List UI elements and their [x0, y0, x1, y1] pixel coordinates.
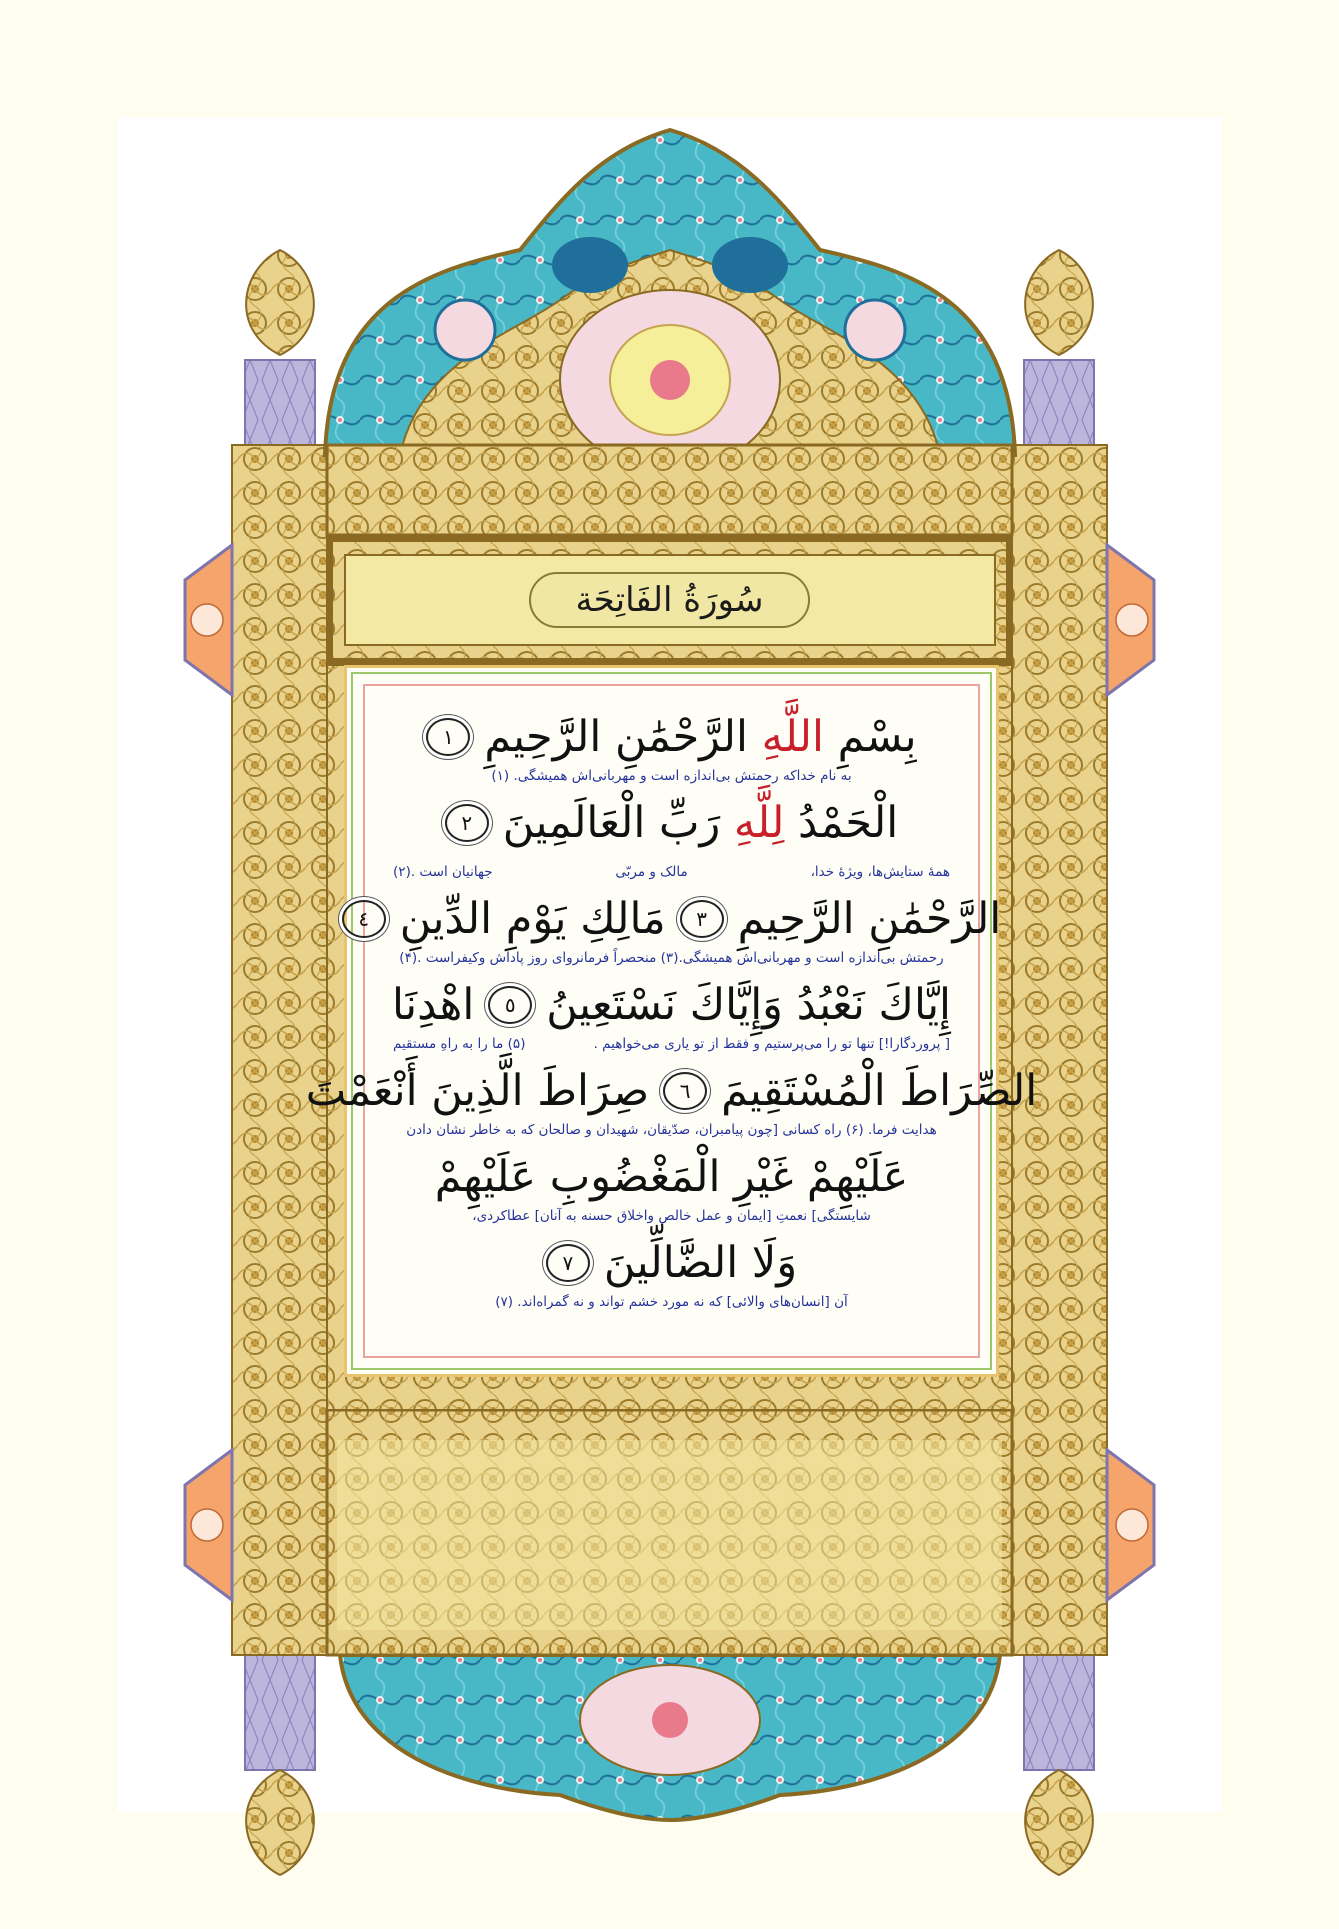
verse-2-allah: لِلَّهِ [733, 798, 785, 848]
verse-1-translation: به نام خداکه رحمتش بی‌اندازه است و مهربانی‌اش همیشگی. (۱) [491, 768, 852, 784]
verse-1-arabic [484, 708, 916, 766]
verse-2 [375, 794, 968, 852]
top-band [327, 445, 1012, 535]
verse-3-4 [358, 890, 1002, 948]
verse-7-end [375, 1234, 968, 1292]
verse-2-rest: رَبِّ الْعَالَمِينَ [502, 798, 721, 848]
ayah-marker-7: ٧ [546, 1244, 590, 1282]
verse-6-arabic: الصِّرَاطَ الْمُسْتَقِيمَ [721, 1066, 1038, 1116]
verse-1-rest: الرَّحْمَٰنِ الرَّحِيمِ [484, 712, 748, 762]
verse-5-arabic: إِيَّاكَ نَعْبُدُ وَإِيَّاكَ نَسْتَعِينُ [546, 980, 951, 1030]
verse-5 [375, 976, 968, 1034]
verse-2-translation-part: همهٔ ستایش‌ها، ویژهٔ خدا، [810, 864, 950, 880]
verse-4-arabic: مَالِكِ يَوْمِ الدِّينِ [399, 894, 666, 944]
verse-5-translation [375, 1034, 968, 1054]
verse-7-middle-arabic: عَلَيْهِمْ غَيْرِ الْمَغْضُوبِ عَلَيْهِمْ [434, 1152, 909, 1202]
surah-title-band [337, 550, 1002, 650]
verse-2-translation-part: مالک و مربّی [615, 864, 688, 880]
verse-2-arabic [503, 794, 898, 852]
ayah-marker-2: ٢ [445, 804, 489, 842]
ayah-marker-4: ٤ [342, 900, 386, 938]
verse-7-start-arabic: صِرَاطَ الَّذِينَ أَنْعَمْتَ [305, 1066, 650, 1116]
verse-7-end-arabic: وَلَا الضَّالِّينَ [603, 1238, 798, 1288]
verse-2-translation-part: جهانیان است .(۲) [393, 864, 493, 880]
verse-5-translation-part: (۵) ما را به راهِ مستقیم [393, 1036, 526, 1052]
verse-6 [305, 1062, 1038, 1120]
verse-7-middle [375, 1148, 968, 1206]
verse-6-translation: هدایت فرما. (۶) راه کسانی [چون پیامبران، صدّیقان، شهیدان و صالحان که به خاطر نشان دادن [406, 1122, 937, 1138]
verse-7-middle-translation: شایستگی] نعمتِ [ایمان و عمل خالص واخلاق حسنه به آنان] عطاکردی، [472, 1208, 871, 1224]
verse-5-translation-part: [ پروردگارا!] تنها تو را می‌پرستیم و فقط از تو یاری می‌خواهیم . [593, 1036, 950, 1052]
ayah-marker-3: ٣ [680, 900, 724, 938]
verse-3-arabic: الرَّحْمَٰنِ الرَّحِيمِ [737, 894, 1002, 944]
verse-1 [375, 708, 968, 766]
ayah-marker-1: ١ [426, 718, 470, 756]
verse-2-translation [375, 862, 968, 882]
text-panel [305, 665, 1038, 1377]
ayah-marker-5: ٥ [488, 986, 532, 1024]
verse-7-translation: آن [انسان‌های والائی] که نه مورد خشم تواند و نه گمراه‌اند. (۷) [495, 1294, 848, 1310]
verse-1-word: بِسْمِ [837, 712, 917, 762]
text-inner [305, 684, 1038, 1358]
verse-2-word: الْحَمْدُ [797, 798, 899, 848]
surah-title: سُورَةُ الفَاتِحَة [529, 572, 809, 628]
right-gold-border [1012, 445, 1107, 1655]
verse-6-start-arabic: اهْدِنَا [392, 980, 475, 1030]
left-gold-border [232, 445, 327, 1655]
verse-3-4-translation: رحمتش بی‌اندازه است و مهربانی‌اش همیشگی.(۳) منحصراً فرمانروای روز پاداش وکیفراست .(۴) [399, 950, 944, 966]
ayah-marker-6: ٦ [663, 1072, 707, 1110]
verse-1-allah: اللَّهِ [761, 712, 824, 762]
